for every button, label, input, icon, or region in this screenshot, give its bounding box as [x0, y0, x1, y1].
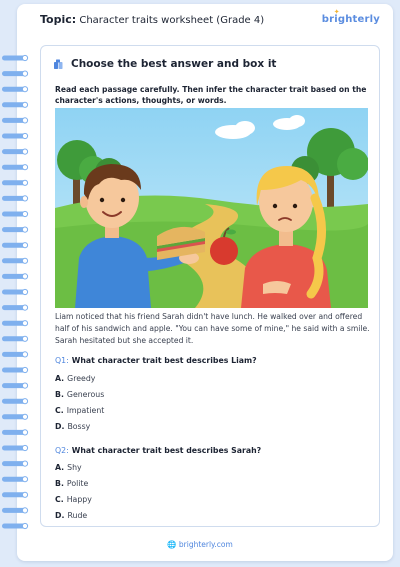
- exercise-card: [40, 45, 380, 527]
- binding-hole: [22, 55, 27, 60]
- binding-hole: [22, 430, 27, 435]
- binding-hole: [22, 305, 27, 310]
- q2-option-d[interactable]: D. Rude: [55, 511, 88, 520]
- spiral-binding: [0, 0, 40, 567]
- footer-link[interactable]: brighterly.com: [178, 540, 233, 549]
- binding-hole: [22, 149, 27, 154]
- binding-hole: [22, 477, 27, 482]
- q1-option-b[interactable]: B. Generous: [55, 390, 105, 399]
- card-title: Choose the best answer and box it: [71, 58, 277, 70]
- binding-hole: [22, 118, 27, 123]
- binding-hole: [22, 211, 27, 216]
- binding-hole: [22, 336, 27, 341]
- binding-hole: [22, 523, 27, 528]
- q2-option-c[interactable]: C. Happy: [55, 495, 92, 504]
- book-icon: [53, 59, 64, 70]
- binding-hole: [22, 227, 27, 232]
- globe-icon: 🌐: [167, 540, 177, 549]
- binding-hole: [22, 367, 27, 372]
- binding-hole: [22, 414, 27, 419]
- logo-text: brighterly: [321, 13, 380, 25]
- story-passage: Liam noticed that his friend Sarah didn't have lunch. He walked over and offered half of his sandwich and apple. "You can have some of mine," he said with a smile. Sarah hesitated but she accepted it.: [55, 312, 370, 345]
- question-number: Q1:: [55, 356, 69, 365]
- story-illustration: [55, 108, 368, 308]
- binding-hole: [22, 102, 27, 107]
- binding-hole: [22, 87, 27, 92]
- footer: [0, 540, 400, 549]
- question-1: [55, 356, 257, 365]
- binding-hole: [22, 258, 27, 263]
- header-bar: [40, 7, 380, 28]
- question-2: [55, 446, 261, 455]
- question-number: Q2:: [55, 446, 69, 455]
- binding-hole: [22, 133, 27, 138]
- q2-option-a[interactable]: A. Shy: [55, 463, 82, 472]
- binding-hole: [22, 243, 27, 248]
- q1-option-a[interactable]: A. Greedy: [55, 374, 96, 383]
- binding-hole: [22, 508, 27, 513]
- topic-value: Character traits worksheet (Grade 4): [79, 14, 265, 26]
- brighterly-logo: [321, 7, 380, 25]
- binding-hole: [22, 289, 27, 294]
- binding-hole: [22, 196, 27, 201]
- q2-option-b[interactable]: B. Polite: [55, 479, 89, 488]
- logo-star-icon: ✦: [333, 7, 340, 16]
- binding-hole: [22, 274, 27, 279]
- binding-hole: [22, 321, 27, 326]
- question-text: What character trait best describes Liam?: [71, 356, 257, 365]
- topic-line: [40, 13, 264, 26]
- binding-hole: [22, 383, 27, 388]
- binding-hole: [22, 352, 27, 357]
- binding-hole: [22, 71, 27, 76]
- q1-option-d[interactable]: D. Bossy: [55, 422, 91, 431]
- binding-hole: [22, 445, 27, 450]
- question-text: What character trait best describes Sarah?: [71, 446, 262, 455]
- binding-hole: [22, 492, 27, 497]
- q1-option-c[interactable]: C. Impatient: [55, 406, 105, 415]
- binding-hole: [22, 399, 27, 404]
- instructions: Read each passage carefully. Then infer the character trait based on the character's actions, thoughts, or words.: [55, 85, 367, 105]
- topic-label: Topic:: [40, 12, 77, 26]
- binding-hole: [22, 180, 27, 185]
- card-header: [53, 58, 276, 70]
- binding-hole: [22, 461, 27, 466]
- binding-hole: [22, 165, 27, 170]
